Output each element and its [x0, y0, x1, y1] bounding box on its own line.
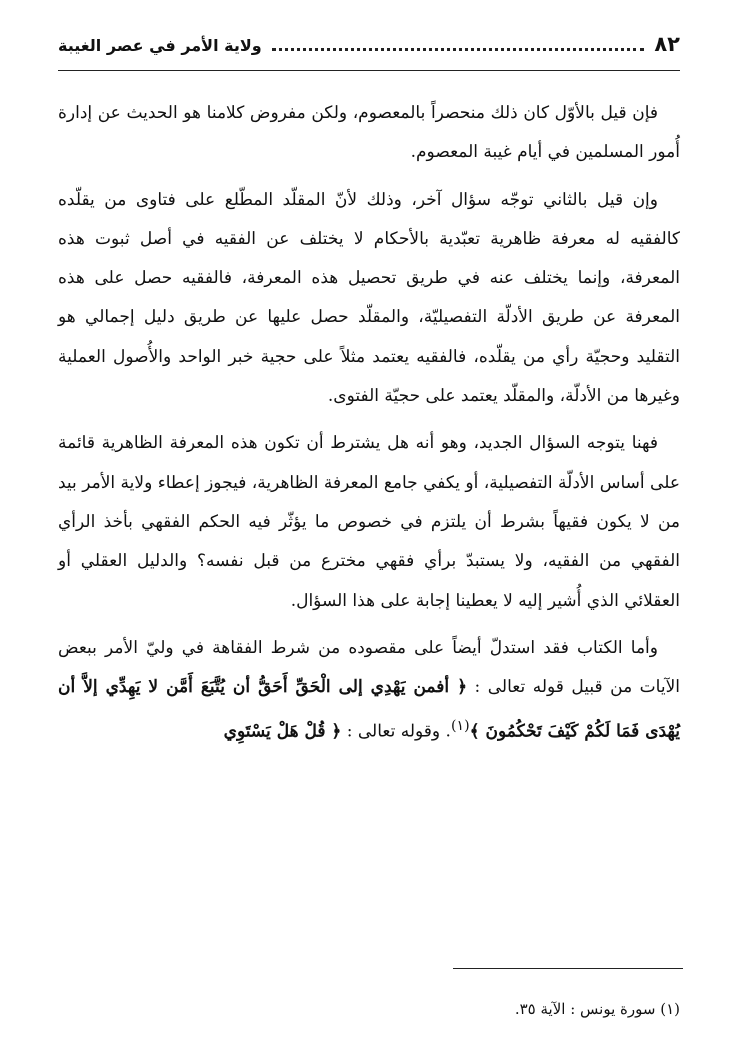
footnote-marker: (١) — [450, 718, 470, 735]
paragraph-3: فهنا يتوجه السؤال الجديد، وهو أنه هل يشترط أن تكون هذه المعرفة الظاهرية قائمة على أساس الأدلّة التفصيلية، أو يكفي جامع المعرفة الظاهرية، فيجوز إعطاء ولاية الأمر بيد من لا يكون فقيهاً بشرط أن يلتزم في خصوص ما يؤثّر فيه الحكم الفقهي بأخذ الرأي الفقهي من الفقيه، ولا يستبدّ برأي فقهي مخترع من قبل نفسه؟ والدليل العقلي أو العقلائي الذي أُشير إليه لا يعطينا إجابة على هذا السؤال. — [58, 433, 680, 611]
header-rule — [58, 70, 680, 71]
footnote-rule — [453, 968, 683, 969]
paragraph-1: فإن قيل بالأوّل كان ذلك منحصراً بالمعصوم، ولكن مفروض كلامنا هو الحديث عن إدارة أُمور المسلمين في أيام غيبة المعصوم. — [58, 103, 680, 163]
quran-verse-2: ﴿ قُلْ هَلْ يَسْتَوِي — [223, 722, 342, 743]
body-text — [58, 94, 680, 752]
quran-verse-1: ﴿ أفمن يَهْدِي إلى الْحَقِّ أَحَقُّ أن يُتَّبَعَ أَمَّن لا يَهِدِّي إلاَّ أن يُهْدَى فَمَا لَكُمْ كَيْفَ تَحْكُمُونَ ﴾ — [58, 677, 680, 743]
running-title: ولاية الأمر في عصر الغيبة — [58, 36, 262, 55]
paragraph-4 — [58, 629, 680, 753]
header-dot-leader — [272, 34, 645, 51]
paragraph-4-mid: . وقوله تعالى : — [346, 722, 451, 743]
page-number: ٨٢ — [654, 32, 680, 56]
footnote: (١) سورة يونس : الآية ٣٥. — [514, 1000, 680, 1018]
paragraph-4-intro: وأما الكتاب فقد استدلّ أيضاً على مقصوده من شرط الفقاهة في وليّ الأمر ببعض الآيات من قبيل قوله تعالى : — [58, 637, 681, 698]
running-header — [58, 32, 680, 60]
paragraph-2: وإن قيل بالثاني توجّه سؤال آخر، وذلك لأنّ المقلّد المطّلع على فتاوى من يقلّده كالفقيه له معرفة ظاهرية تعبّدية بالأحكام لا يختلف عن الفقيه في أصل ثبوت هذه المعرفة، وإنما يختلف عنه في طريق تحصيل هذه المعرفة، فالفقيه حصل على هذه المعرفة عن طريق الأدلّة التفصيليّة، والمقلّد حصل عليها عن طريق دليل إجمالي هو التقليد وحجيّة رأي من يقلّده، فالفقيه يعتمد مثلاً على حجية خبر الواحد والأُصول العملية وغيرها من الأدلّة، والمقلّد يعتمد على حجيّة الفتوى. — [58, 189, 680, 407]
